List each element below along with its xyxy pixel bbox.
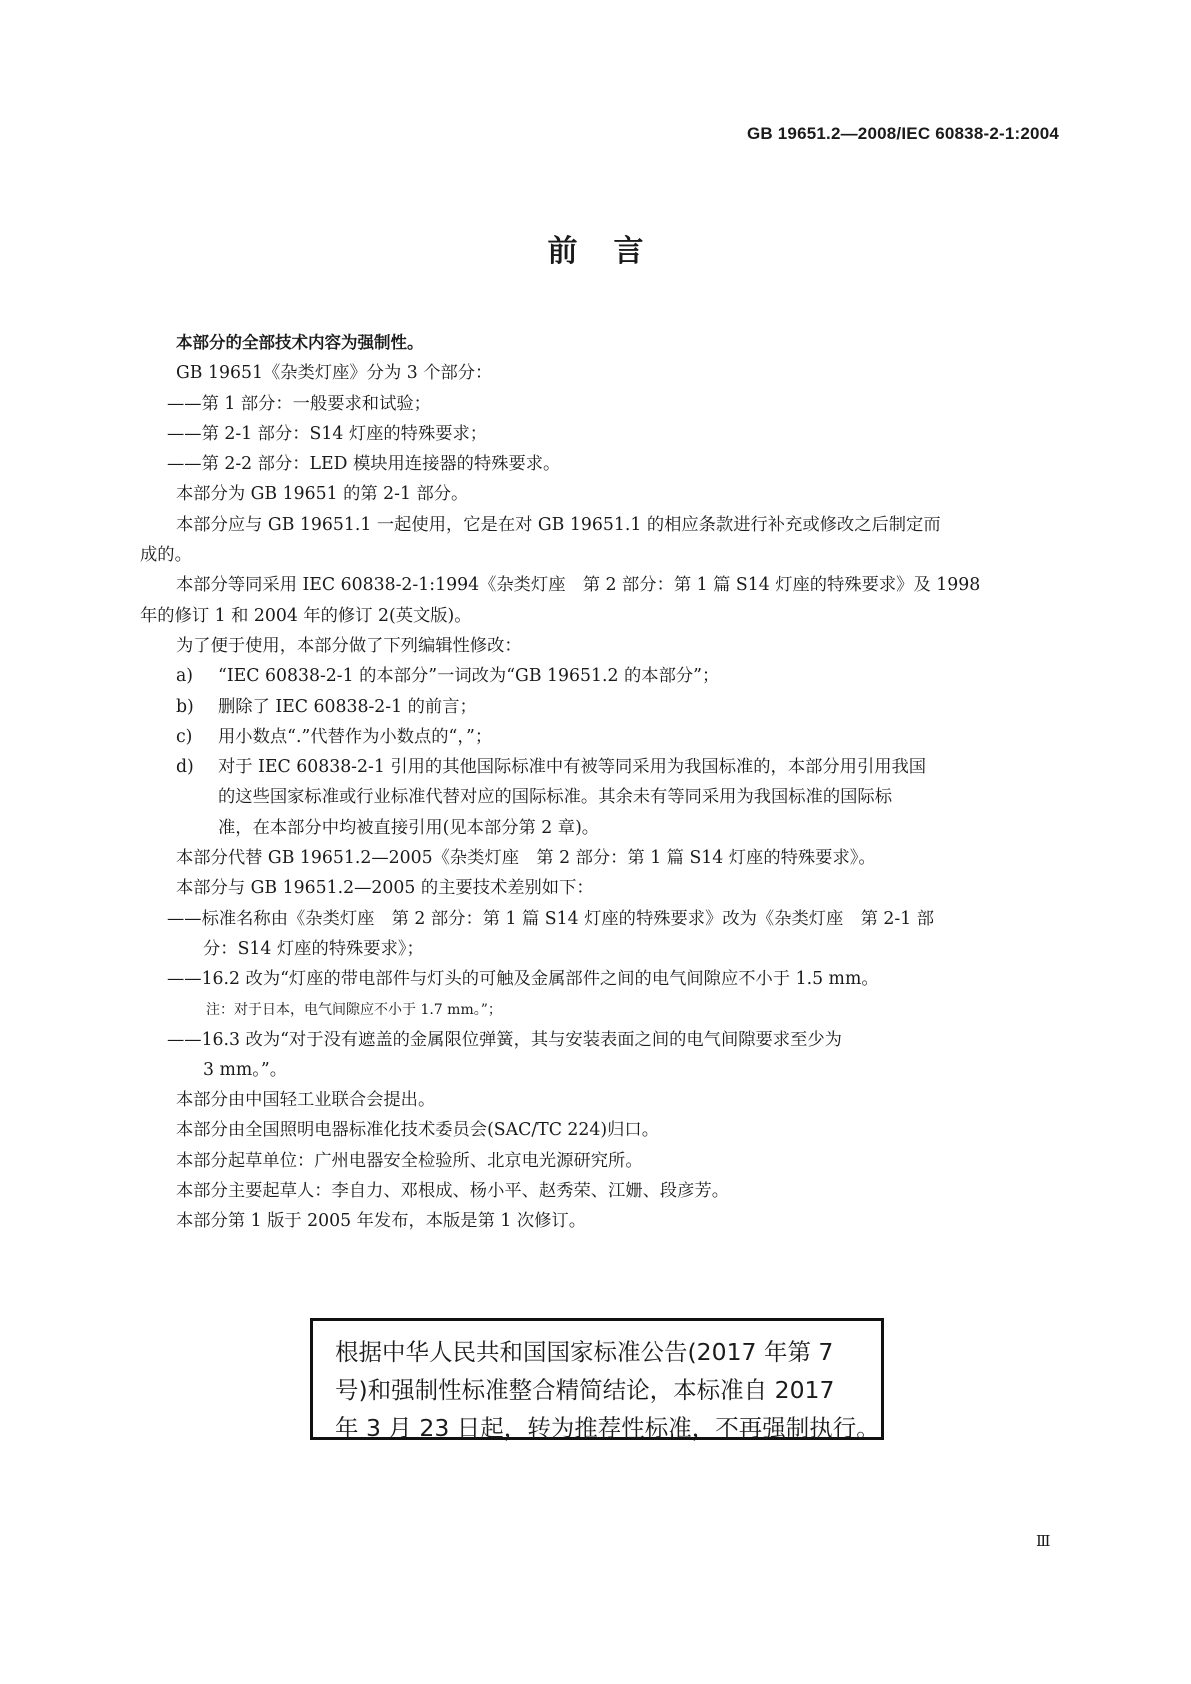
document-body [140, 328, 1062, 1237]
list-item-part-2-1: ——第 2-1 部分：S14 灯座的特殊要求； [167, 423, 488, 444]
notice-line-2: 号)和强制性标准整合精简结论，本标准自 2017 [335, 1376, 835, 1404]
paragraph-use-with-line1: 本部分应与 GB 19651.1 一起使用，它是在对 GB 19651.1 的相应条款进行补充或修改之后制定而 [176, 514, 941, 535]
diff-item-16-2: ——16.2 改为“灯座的带电部件与灯头的可触及金属部件之间的电气间隙应不小于 1.5 mm。 [167, 969, 879, 990]
notice-line-1: 根据中华人民共和国国家标准公告(2017 年第 7 [335, 1338, 834, 1366]
paragraph-editorial: 为了便于使用，本部分做了下列编辑性修改： [176, 635, 522, 656]
list-marker-c: c) [176, 726, 193, 747]
list-item-part-2-2: ——第 2-2 部分：LED 模块用连接器的特殊要求。 [167, 454, 561, 475]
paragraph-administered-by: 本部分由全国照明电器标准化技术委员会(SAC/TC 224)归口。 [176, 1120, 659, 1141]
diff-item-title-line1: ——标准名称由《杂类灯座 第 2 部分：第 1 篇 S14 灯座的特殊要求》改为《杂类灯座 第 2-1 部 [167, 908, 935, 929]
paragraph-drafters: 本部分主要起草人：李自力、邓根成、杨小平、赵秀荣、江姗、段彦芳。 [176, 1181, 730, 1202]
list-text-d-line2: 的这些国家标准或行业标准代替对应的国际标准。其余未有等同采用为我国标准的国际标 [218, 787, 892, 808]
list-marker-b: b) [176, 696, 194, 717]
list-item-b [176, 692, 1062, 722]
document-header: GB 19651.2—2008/IEC 60838-2-1:2004 [746, 124, 1059, 143]
paragraph-differences: 本部分与 GB 19651.2—2005 的主要技术差别如下： [176, 878, 594, 899]
paragraph-equivalent-line1: 本部分等同采用 IEC 60838-2-1:1994《杂类灯座 第 2 部分：第 1 篇 S14 灯座的特殊要求》及 1998 [176, 575, 981, 596]
list-marker-a: a) [176, 666, 194, 687]
list-text-b: 删除了 IEC 60838-2-1 的前言； [218, 696, 477, 717]
paragraph-drafting-units: 本部分起草单位：广州电器安全检验所、北京电光源研究所。 [176, 1150, 643, 1171]
paragraph-replaces: 本部分代替 GB 19651.2—2005《杂类灯座 第 2 部分：第 1 篇 S14 灯座的特殊要求》。 [176, 848, 876, 869]
diff-item-title-line2: 分：S14 灯座的特殊要求》； [203, 938, 424, 959]
list-text-a: “IEC 60838-2-1 的本部分”一词改为“GB 19651.2 的本部分”； [218, 666, 720, 687]
notice-line-3: 年 3 月 23 日起，转为推荐性标准，不再强制执行。 [335, 1414, 880, 1442]
paragraph-mandatory: 本部分的全部技术内容为强制性。 [176, 333, 424, 352]
paragraph-proposed-by: 本部分由中国轻工业联合会提出。 [176, 1090, 436, 1111]
paragraph-use-with-line2: 成的。 [140, 545, 192, 566]
list-text-d-line3: 准，在本部分中均被直接引用(见本部分第 2 章)。 [218, 817, 600, 838]
paragraph-equivalent-line2: 年的修订 1 和 2004 年的修订 2(英文版)。 [140, 605, 472, 626]
page-number: Ⅲ [1036, 1532, 1051, 1550]
list-text-d-line1: 对于 IEC 60838-2-1 引用的其他国际标准中有被等同采用为我国标准的，本部分用引用我国 [218, 757, 927, 778]
notice-box [310, 1318, 884, 1440]
paragraph-part-scope: 本部分为 GB 19651 的第 2-1 部分。 [176, 484, 469, 505]
list-item-c [176, 722, 1062, 752]
list-marker-d: d) [176, 757, 194, 778]
diff-item-16-3-line2: 3 mm。”。 [203, 1059, 288, 1080]
list-item-d [176, 752, 1062, 843]
list-text-c: 用小数点“.”代替作为小数点的“，”； [218, 726, 493, 747]
paragraph-parts: GB 19651《杂类灯座》分为 3 个部分： [176, 363, 493, 384]
diff-note-japan: 注：对于日本，电气间隙应不小于 1.7 mm。”； [206, 1001, 502, 1018]
diff-item-16-3-line1: ——16.3 改为“对于没有遮盖的金属限位弹簧，其与安装表面之间的电气间隙要求至少为 [167, 1029, 842, 1050]
paragraph-edition: 本部分第 1 版于 2005 年发布，本版是第 1 次修订。 [176, 1211, 586, 1232]
list-item-a [176, 661, 1062, 691]
list-item-part-1: ——第 1 部分：一般要求和试验； [167, 393, 431, 414]
page-title: 前言 [547, 234, 680, 269]
